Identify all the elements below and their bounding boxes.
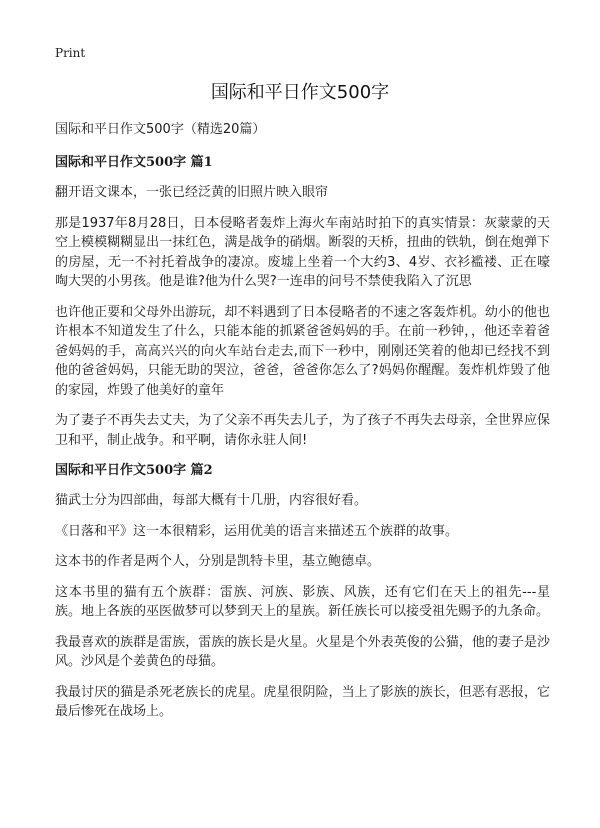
article-subtitle: 国际和平日作文500字（精选20篇） <box>55 122 266 137</box>
paragraph: 也许他正要和父母外出游玩，却不料遇到了日本侵略者的不速之客轰炸机。幼小的他也许根本不知道发生了什么，只能本能的抓紧爸爸妈妈的手。在前一秒钟，，他还幸着爸爸妈妈的手，高高兴兴的向火车站台走去,而下一秒中，刚刚还笑着的他却已经找不到他的爸爸妈妈，只能无助的哭泣，爸爸，爸爸你怎么了?妈妈你醒醒。轰炸机炸毁了他的家园，炸毁了他美好的童年 <box>55 304 550 398</box>
paragraph: 翻开语文课本，一张已经泛黄的旧照片映入眼帘 <box>55 185 329 200</box>
paragraph: 《日落和平》这一本很精彩，运用优美的语言来描述五个族群的故事。 <box>55 523 459 539</box>
section-2 <box>55 461 550 722</box>
article-body <box>55 120 550 733</box>
section-heading: 国际和平日作文500字 篇2 <box>55 463 213 478</box>
paragraph: 我最喜欢的族群是雷族，雷族的族长是火星。火星是个外表英俊的公猫，他的妻子是沙风。沙风是个姜黄色的母猫。 <box>55 634 550 669</box>
paragraph: 我最讨厌的猫是杀死老族长的虎星。虎星很阴险，当上了影族的族长，但恶有恶报，它最后惨死在战场上。 <box>55 684 550 719</box>
page-title: 国际和平日作文500字 <box>210 82 390 103</box>
paragraph: 那是1937年8月28日，日本侵略者轰炸上海火车南站时拍下的真实情景：灰蒙蒙的天空上模模糊糊显出一抹红色，满是战争的硝烟。断裂的天桥，扭曲的铁轨，倒在炮弹下的房屋，无一不衬托着战争的凄凉。废墟上坐着一个大约3、4岁、衣衫褴褛、正在嚎啕大哭的小男孩。他是谁?他为什么哭?一连串的问号不禁使我陷入了沉思 <box>55 215 550 289</box>
print-link[interactable]: Print <box>55 46 86 60</box>
paragraph: 为了妻子不再失去丈夫，为了父亲不再失去儿子，为了孩子不再失去母亲，全世界应保卫和平，制止战争。和平啊，请你永驻人间! <box>55 413 550 448</box>
paragraph: 这本书里的猫有五个族群：雷族、河族、影族、风族，还有它们在天上的祖先---星族。地上各族的巫医做梦可以梦到天上的星族。新任族长可以接受祖先赐予的九条命。 <box>55 584 550 619</box>
paragraph: 猫武士分为四部曲，每部大概有十几册，内容很好看。 <box>55 493 368 508</box>
section-1 <box>55 153 550 450</box>
section-heading: 国际和平日作文500字 篇1 <box>55 155 213 170</box>
paragraph: 这本书的作者是两个人，分别是凯特卡里，基立鲍德卓。 <box>55 554 381 569</box>
